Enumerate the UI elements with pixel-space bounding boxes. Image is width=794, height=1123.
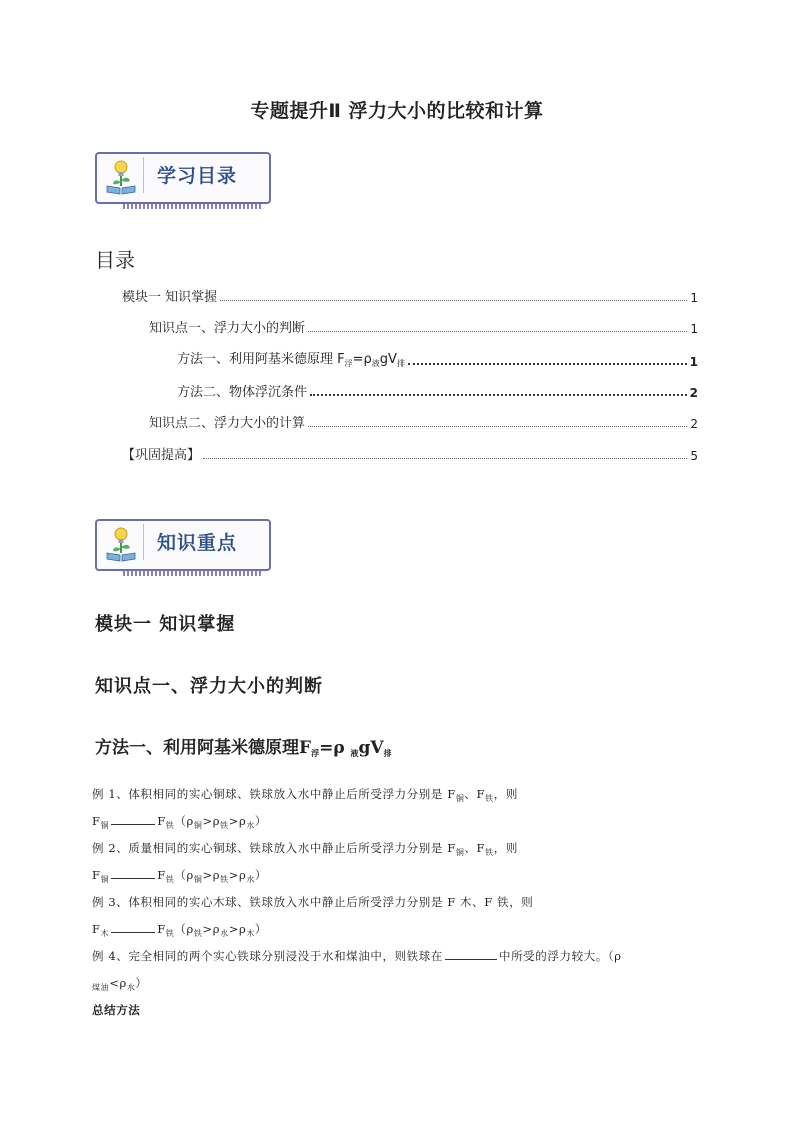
example-2-question: 例 2、质量相同的实心铜球、铁球放入水中静止后所受浮力分别是 $F_铜$、$F_铁$，则 [92, 841, 518, 857]
key-points-banner [95, 519, 270, 577]
example-4-question: 例 4、完全相同的两个实心铁球分别浸没于水和煤油中，则铁球在 中所受的浮力较大。（ρ [92, 949, 622, 963]
toc-leader [310, 394, 687, 396]
example-4-question-cont: $_{煤油}<\rho_水$） [92, 976, 148, 992]
toc-entry[interactable] [177, 348, 698, 369]
example-3-answer-line: $F_木$ $F_铁(\rho_铁>\rho_水>\rho_木)$ [92, 922, 268, 938]
toc-leader [220, 300, 687, 301]
toc-entry[interactable] [149, 412, 698, 431]
lightbulb-book-icon [103, 525, 139, 563]
banner-stripe [123, 204, 261, 209]
toc-entry[interactable] [177, 381, 698, 400]
toc-page-number: 1 [690, 322, 698, 336]
document-title: 专题提升Ⅱ 浮力大小的比较和计算 [250, 100, 544, 122]
toc-entry[interactable] [122, 286, 698, 305]
study-goal-banner [95, 152, 270, 210]
toc-entry-label: 方法二、物体浮沉条件 [177, 385, 308, 400]
toc-page-number: 2 [690, 417, 698, 431]
banner-stripe [123, 571, 261, 576]
toc-entry[interactable] [149, 317, 698, 336]
answer-blank[interactable] [445, 949, 497, 960]
toc-entry-label: 【巩固提高】 [122, 448, 201, 463]
module-heading: 模块一 知识掌握 [95, 614, 236, 635]
toc-leader [308, 426, 687, 427]
example-1-question: 例 1、体积相同的实心铜球、铁球放入水中静止后所受浮力分别是 $F_铜$、$F_铁$，则 [92, 787, 518, 803]
toc-leader [203, 458, 687, 459]
summary-label: 总结方法 [92, 1003, 141, 1017]
toc-entry-label: 方法一、利用阿基米德原理 $F_浮=\rho_液gV_排$ [177, 352, 405, 368]
toc-entry-label: 知识点二、浮力大小的计算 [149, 416, 306, 431]
toc-page-number: 1 [690, 291, 698, 305]
toc-page-number: 1 [689, 355, 698, 369]
answer-blank[interactable] [111, 814, 155, 825]
answer-blank[interactable] [111, 868, 155, 879]
toc-leader [308, 331, 687, 332]
knowledge-point-heading: 知识点一、浮力大小的判断 [95, 676, 323, 697]
toc-leader [408, 363, 687, 365]
study-goal-label: 学习目录 [157, 165, 238, 187]
toc-page-number: 5 [690, 449, 698, 463]
toc-page-number: 2 [689, 386, 698, 400]
toc-entry-label: 知识点一、浮力大小的判断 [149, 321, 306, 336]
example-1-answer-line: $F_铜$ $F_铁(\rho_铜>\rho_铁>\rho_水)$ [92, 814, 268, 830]
lightbulb-book-icon [103, 158, 139, 196]
toc-entry[interactable] [122, 444, 698, 463]
toc-heading: 目录 [95, 248, 135, 272]
example-3-question: 例 3、体积相同的实心木球、铁球放入水中静止后所受浮力分别是 F 木、F 铁，则 [92, 895, 534, 909]
toc-entry-label: 模块一 知识掌握 [122, 290, 218, 305]
example-2-answer-line: $F_铜$ $F_铁(\rho_铜>\rho_铁>\rho_水)$ [92, 868, 268, 884]
method-heading: 方法一、利用阿基米德原理$F_浮=\rho$ $_液gV_排$ [95, 738, 392, 758]
answer-blank[interactable] [111, 922, 155, 933]
key-points-label: 知识重点 [157, 532, 238, 554]
